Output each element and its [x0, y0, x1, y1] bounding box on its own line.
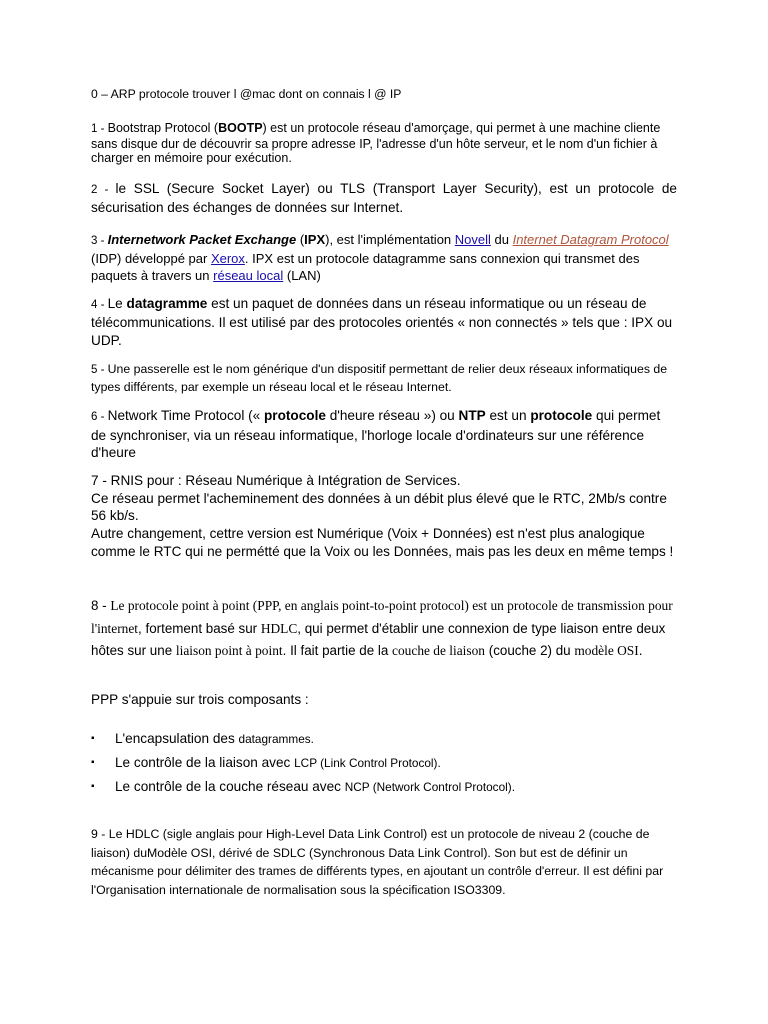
paragraph-6: 6 - Network Time Protocol (« protocole d'heure réseau ») ou NTP est un protocole qui permet de synchroniser, via un réseau informatique, l'horloge locale d'ordinateurs sur une référence d'heure — [91, 408, 661, 460]
paragraph-1-number: 1 - — [91, 123, 108, 135]
paragraph-9-text: 9 - Le HDLC (sigle anglais pour High-Level Data Link Control) est un protocole de niveau 2 (couche de liaison) duModèle OSI, dérivé de SDLC (Synchronous Data Link Control). Son but est de définir un mécanisme pour délimiter des trames de différents types, en ajoutant un contrôle d'erreur. Il est défini par l'Organisation internationale de normalisation sous la spécification ISO3309. — [91, 827, 664, 898]
novell-link[interactable]: Novell — [454, 232, 491, 247]
list-item: ▪ L'encapsulation des datagrammes. — [91, 727, 677, 751]
reseau-local-link[interactable]: réseau local — [213, 268, 284, 283]
paragraph-8: 8 - Le protocole point à point (PPP, en anglais point-to-point protocol) est un protocole de transmission pour l'internet, fortement basé sur HDLC, qui permet d'établir une connexion de type liaison entre deux hôtes sur une liaison point à point. Il fait partie de la couche de liaison (couche 2) du modèle OSI. — [91, 598, 673, 658]
paragraph-5-number: 5 - — [91, 364, 108, 376]
paragraph-5 — [91, 361, 677, 396]
paragraph-2-number: 2 - — [91, 184, 116, 196]
paragraph-0 — [91, 85, 677, 104]
paragraph-2 — [91, 180, 677, 216]
internet-datagram-protocol-link[interactable]: Internet Datagram Protocol — [512, 232, 669, 247]
paragraph-7-line-2: Ce réseau permet l'acheminement des données à un débit plus élevé que le RTC, 2Mb/s contre 56 kb/s. — [91, 490, 667, 524]
paragraph-4: 4 - Le datagramme est un paquet de données dans un réseau informatique ou un réseau de télécommunications. Il est utilisé par des protocoles orientés « non connectés » tels que : IPX ou UDP. — [91, 296, 673, 348]
list-item: ▪ Le contrôle de la liaison avec LCP (Link Control Protocol). — [91, 751, 677, 775]
paragraph-7 — [91, 472, 677, 561]
ppp-intro: PPP s'appuie sur trois composants : — [91, 692, 309, 707]
paragraph-0-text: 0 – ARP protocole trouver l @mac dont on connais l @ IP — [91, 87, 402, 101]
bullet-icon: ▪ — [91, 733, 95, 744]
bullet-icon: ▪ — [91, 757, 95, 768]
paragraph-1: 1 - Bootstrap Protocol (BOOTP) est un protocole réseau d'amorçage, qui permet à une machine cliente sans disque dur de découvrir sa propre adresse IP, l'adresse d'un hôte serveur, et le nom d'un fichier à charger en mémoire pour exécution. — [91, 121, 661, 165]
bullet-icon: ▪ — [91, 781, 95, 792]
paragraph-9 — [91, 825, 681, 900]
datagramme-term: datagramme — [126, 296, 208, 311]
paragraph-4-number: 4 - — [91, 299, 108, 311]
paragraph-5-text: Une passerelle est le nom générique d'un dispositif permettant de relier deux réseaux informatiques de types différents, par exemple un réseau local et le réseau Internet. — [91, 362, 668, 394]
list-item: ▪ Le contrôle de la couche réseau avec NCP (Network Control Protocol). — [91, 775, 677, 799]
paragraph-7-line-1: 7 - RNIS pour : Réseau Numérique à Intégration de Services. — [91, 473, 461, 488]
paragraph-3-number: 3 - — [91, 235, 108, 247]
bootp-term: BOOTP — [218, 121, 263, 135]
paragraph-2-text: le SSL (Secure Socket Layer) ou TLS (Transport Layer Security), est un protocole de sécurisation des échanges de données sur Internet. — [91, 181, 677, 215]
xerox-link[interactable]: Xerox — [210, 251, 245, 266]
paragraph-7-line-3: Autre changement, cettre version est Numérique (Voix + Données) est n'est plus analogique comme le RTC qui ne permétté que la Voix ou les Données, mais pas les deux en même temps ! — [91, 526, 674, 559]
paragraph-3: 3 - Internetwork Packet Exchange (IPX), est l'implémentation Novell du Internet Datagram Protocol (IDP) développé par Xerox. IPX est un protocole datagramme sans connexion qui transmet des paquets à travers un réseau local (LAN) — [91, 232, 669, 283]
paragraph-6-number: 6 - — [91, 411, 108, 423]
ntp-term: NTP — [458, 408, 486, 423]
ppp-components-list — [91, 727, 677, 799]
ipx-full-name: Internetwork Packet Exchange — [107, 232, 297, 247]
